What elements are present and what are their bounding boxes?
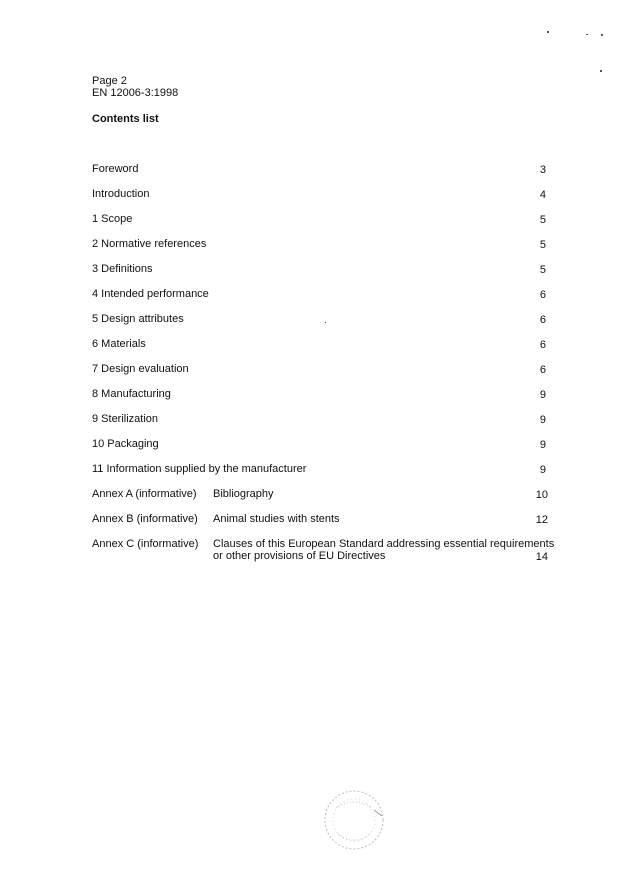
- toc-page-number: 6: [539, 289, 546, 301]
- toc-label: 2 Normative references: [92, 238, 207, 250]
- toc-page-number: 5: [539, 239, 546, 251]
- toc-page-number: 9: [539, 439, 546, 451]
- toc-row: [92, 188, 548, 213]
- annex-tag: Annex B (informative): [92, 513, 198, 525]
- toc-page-number: 9: [539, 414, 546, 426]
- page-header: [92, 75, 178, 99]
- faint-stamp-seal: [322, 788, 388, 854]
- toc-label: 9 Sterilization: [92, 413, 159, 425]
- annex-title-line: Clauses of this European Standard addressing essential requirements: [213, 538, 555, 550]
- toc-label: 7 Design evaluation: [92, 363, 189, 375]
- toc-row: [92, 163, 548, 188]
- annex-page-number: 10: [535, 489, 548, 501]
- annex-title-line: or other provisions of EU Directives: [213, 550, 386, 562]
- toc-row: [92, 338, 548, 363]
- toc-row: [92, 363, 548, 388]
- annex-title: [213, 513, 340, 525]
- toc-page-number: 9: [539, 389, 546, 401]
- toc-row: [92, 463, 548, 488]
- standard-id: EN 12006-3:1998: [92, 87, 179, 99]
- toc-page-number: 3: [539, 164, 546, 176]
- toc-row: [92, 288, 548, 313]
- annex-title: [213, 538, 554, 562]
- annex-page-number: 14: [535, 551, 548, 563]
- toc-label: 6 Materials: [92, 338, 146, 350]
- toc-label: Foreword: [92, 163, 139, 175]
- toc-page-number: 4: [539, 189, 546, 201]
- annex-row: [92, 538, 555, 568]
- toc-page-number: 9: [539, 464, 546, 476]
- toc-page-number: 6: [539, 339, 546, 351]
- table-of-contents: [92, 163, 555, 568]
- toc-row: [92, 213, 548, 238]
- toc-row: [92, 438, 548, 463]
- annex-title-line: Bibliography: [213, 488, 274, 500]
- toc-label: 3 Definitions: [92, 263, 153, 275]
- annex-tag: Annex A (informative): [92, 488, 197, 500]
- toc-label: 4 Intended performance: [92, 288, 209, 300]
- annex-row: [92, 488, 548, 513]
- annex-title: [213, 488, 274, 500]
- toc-page-number: 6: [539, 364, 546, 376]
- toc-row: [92, 388, 548, 413]
- toc-row: [92, 263, 548, 288]
- toc-row: [92, 238, 548, 263]
- annex-page-number: 12: [535, 514, 548, 526]
- annex-row: [92, 513, 548, 538]
- toc-page-number: 6: [539, 314, 546, 326]
- annex-title-line: Animal studies with stents: [213, 513, 340, 525]
- annex-tag: Annex C (informative): [92, 538, 199, 550]
- page-number: Page 2: [92, 75, 127, 87]
- toc-row: [92, 313, 548, 338]
- toc-page-number: 5: [539, 214, 546, 226]
- toc-label: 10 Packaging: [92, 438, 159, 450]
- toc-row: [92, 413, 548, 438]
- contents-title: Contents list: [92, 113, 159, 125]
- toc-label: 1 Scope: [92, 213, 133, 225]
- toc-page-number: 5: [539, 264, 546, 276]
- toc-label: 5 Design attributes: [92, 313, 184, 325]
- toc-label: Introduction: [92, 188, 150, 200]
- toc-label: 11 Information supplied by the manufacturer: [92, 463, 307, 475]
- toc-label: 8 Manufacturing: [92, 388, 171, 400]
